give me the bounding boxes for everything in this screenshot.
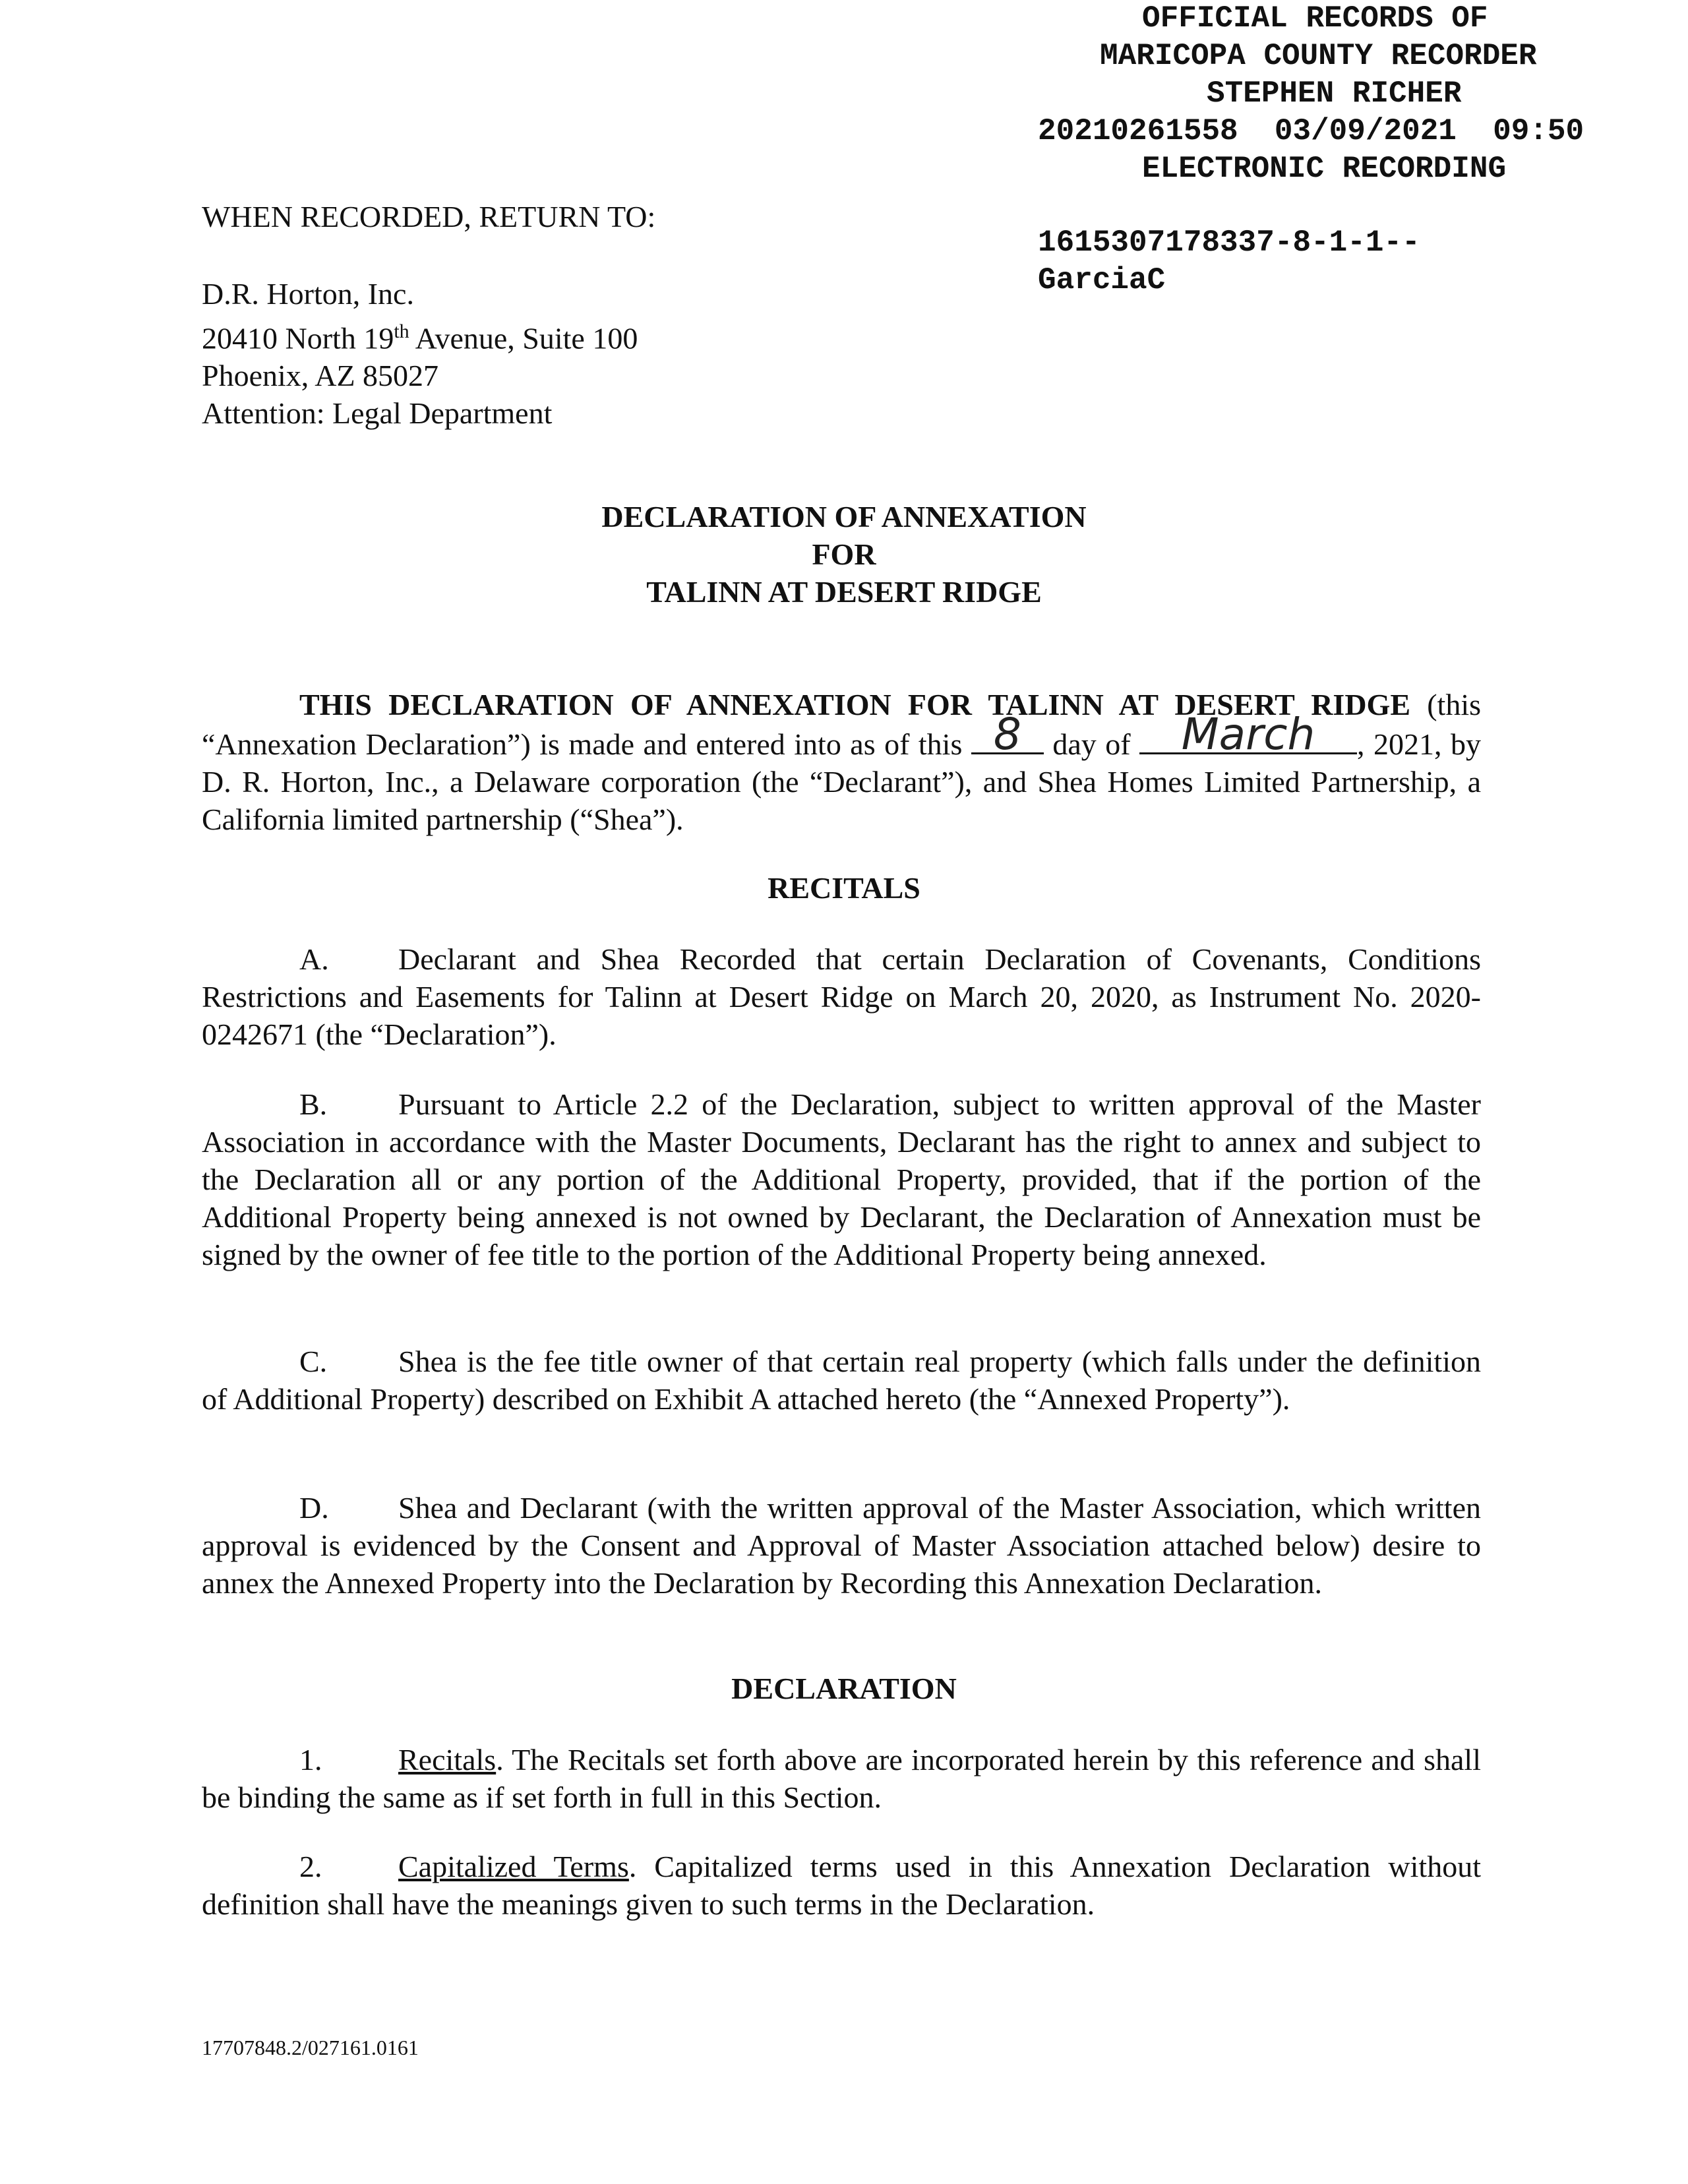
return-to-attention: Attention: Legal Department [202,396,553,431]
declaration-item-1: 1. Recitals. The Recitals set forth above are incorporated herein by this reference and shall be binding the same as if set forth in full in this Section. [202,1743,1481,1814]
stamp-clerk: GarciaC [1038,263,1166,297]
return-to-city: Phoenix, AZ 85027 [202,359,439,393]
section-title-recitals: Recitals [398,1743,497,1776]
handwritten-month: March [1181,709,1315,760]
declaration-heading: DECLARATION [731,1672,957,1705]
return-to-company: D.R. Horton, Inc. [202,277,414,311]
return-to-address: 20410 North 19th Avenue, Suite 100 [202,320,638,355]
stamp-line-4: 20210261558 03/09/2021 09:50 [1038,114,1584,148]
declaration-item-2: 2. Capitalized Terms. Capitalized terms used in this Annexation Declaration without definition shall have the meanings given to such terms in the Declaration. [202,1850,1481,1921]
footer-doc-number: 17707848.2/027161.0161 [202,2036,419,2059]
stamp-line-1: OFFICIAL RECORDS OF [1142,1,1488,36]
day-blank [971,709,1044,760]
recital-c: C. Shea is the fee title owner of that certain real property (which falls under the definition of Additional Property) described on Exhibit A attached hereto (the “Annexed Property”). [202,1345,1481,1416]
handwritten-day: 8 [993,709,1021,760]
recital-b: B. Pursuant to Article 2.2 of the Declaration, subject to written approval of the Master Association in accordance with the Master Documents, Declarant has the right to annex and subject to the Declaration all or any portion of the Additional Property, provided, that if the portion of the Additional Property being annexed is not owned by Declarant, the Declaration of Annexation must be signed by the owner of fee title to the portion of the Additional Property being annexed. [202,1087,1481,1271]
section-title-capitalized-terms: Capitalized Terms [398,1850,629,1883]
title-line-1: DECLARATION OF ANNEXATION [601,500,1087,533]
recital-a: A. Declarant and Shea Recorded that certain Declaration of Covenants, Conditions Restrictions and Easements for Talinn at Desert Ridge on March 20, 2020, as Instrument No. 2020-0242671 (the “Declaration”). [202,942,1481,1051]
recitals-heading: RECITALS [768,871,920,905]
month-blank [1139,709,1357,760]
intro-paragraph: THIS DECLARATION OF ANNEXATION FOR TALINN AT DESERT RIDGE (this “Annexation Declaration”) is made and entered into as of this 8 day of March , 2021, by D. R. Horton, Inc., a Delaware corporation (the “Declarant”), and Shea Homes Limited Partnership, a California limited partnership (“Shea”). [202,688,1482,836]
document-title [0,498,1688,611]
title-line-2: FOR [812,537,876,571]
stamp-line-2: MARICOPA COUNTY RECORDER [1100,39,1537,73]
title-line-3: TALINN AT DESERT RIDGE [646,575,1042,609]
stamp-doc-id: 1615307178337-8-1-1-- [1038,226,1420,260]
stamp-line-3: STEPHEN RICHER [1207,76,1462,111]
return-to-block [202,198,655,432]
intro-lead: THIS DECLARATION OF ANNEXATION FOR TALINN AT DESERT RIDGE [299,688,1411,721]
stamp-line-5: ELECTRONIC RECORDING [1142,152,1507,186]
recital-d: D. Shea and Declarant (with the written approval of the Master Association, which written approval is evidenced by the Consent and Approval of Master Association attached below) desire to annex the Annexed Property into the Declaration by Recording this Annexation Declaration. [202,1491,1481,1600]
return-to-heading: WHEN RECORDED, RETURN TO: [202,200,656,233]
